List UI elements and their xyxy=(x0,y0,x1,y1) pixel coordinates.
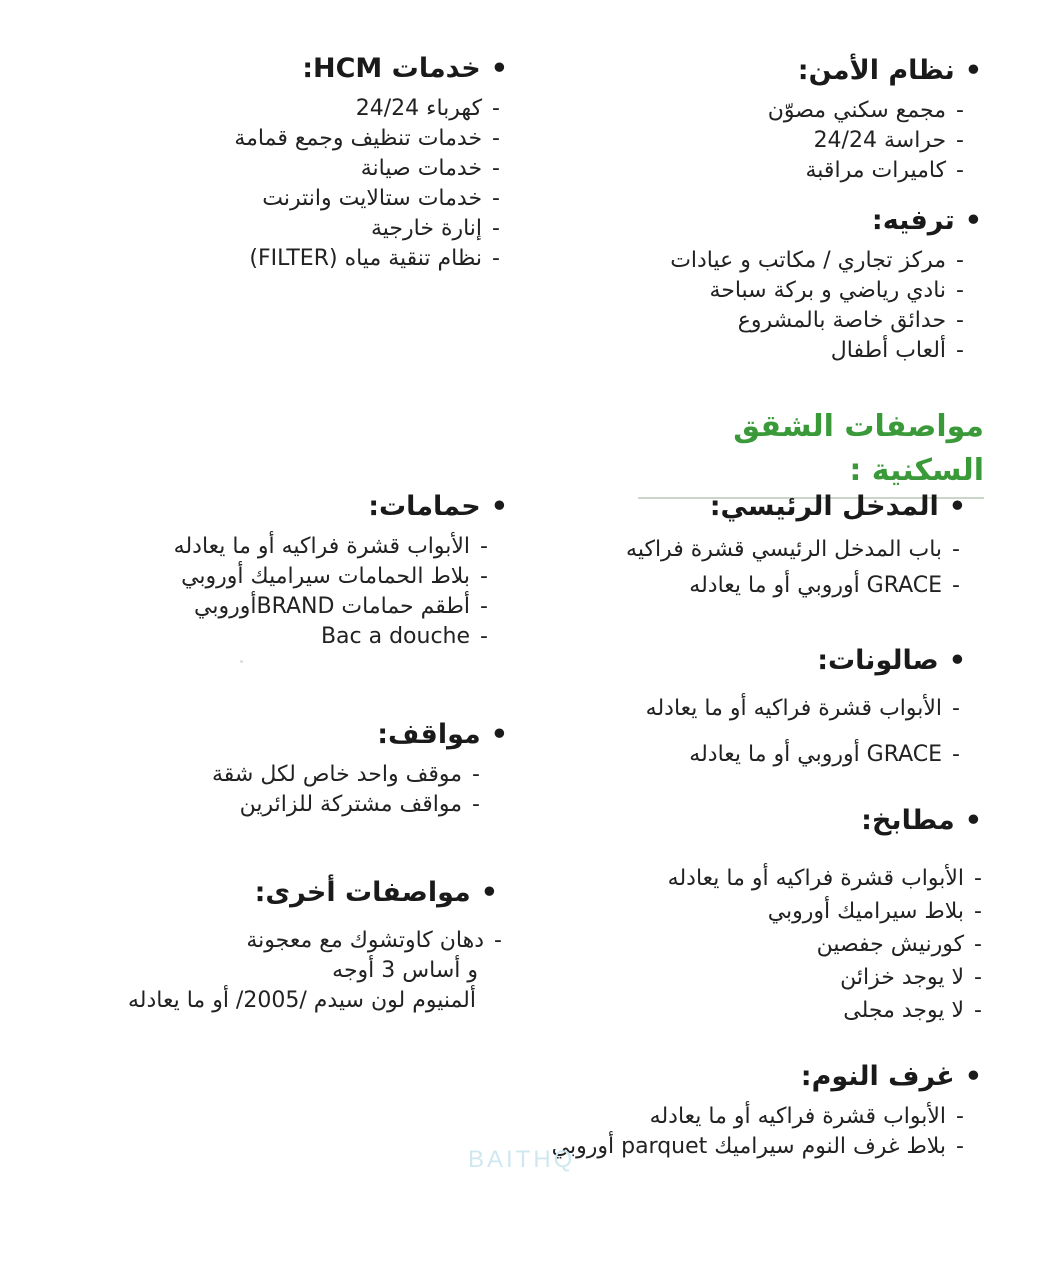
security-heading: نظام الأمن: xyxy=(797,55,955,86)
salons-heading: صالونات: xyxy=(817,645,939,676)
leisure-section xyxy=(670,204,982,366)
entrance-heading: المدخل الرئيسي: xyxy=(709,491,939,522)
list-item: -كاميرات مراقبة xyxy=(805,158,964,183)
list-item: -نظام تنقية مياه (FILTER) xyxy=(249,246,500,271)
bedrooms-heading: غرف النوم: xyxy=(800,1061,955,1092)
list-item: -باب المدخل الرئيسي قشرة فراكيه xyxy=(626,537,960,562)
list-item: -GRACE أوروبي أو ما يعادله xyxy=(689,573,960,598)
bullet-icon: • xyxy=(964,805,982,836)
bullet-icon: • xyxy=(490,53,508,84)
parking-section xyxy=(212,718,508,820)
list-item: ألمنيوم لون سيدم /2005/ أو ما يعادله xyxy=(127,988,476,1013)
list-item: و أساس 3 أوجه xyxy=(332,958,478,983)
list-item: -لا يوجد مجلى xyxy=(843,998,982,1023)
list-item: -خدمات تنظيف وجمع قمامة xyxy=(234,126,500,151)
list-item: -Bac a douche xyxy=(320,624,488,649)
bullet-icon: • xyxy=(490,719,508,750)
list-item: -مركز تجاري / مكاتب و عيادات xyxy=(670,248,964,273)
bathrooms-heading: حمامات: xyxy=(368,491,481,522)
list-item: -بلاط الحمامات سيراميك أوروبي xyxy=(181,564,488,589)
list-item: -مواقف مشتركة للزائرين xyxy=(239,792,480,817)
salons-section xyxy=(646,644,966,778)
list-item: -كورنيش جفصين xyxy=(816,932,982,957)
bullet-icon: • xyxy=(964,55,982,86)
security-section xyxy=(768,54,982,186)
list-item: -GRACE أوروبي أو ما يعادله xyxy=(689,742,960,767)
bullet-icon: • xyxy=(948,645,966,676)
bathrooms-section xyxy=(174,490,508,652)
bullet-icon: • xyxy=(948,491,966,522)
list-item: -حدائق خاصة بالمشروع xyxy=(737,308,964,333)
list-item: -خدمات ستالايت وانترنت xyxy=(262,186,500,211)
bullet-icon: • xyxy=(964,1061,982,1092)
leisure-heading: ترفيه: xyxy=(871,205,955,236)
list-item: -بلاط سيراميك أوروبي xyxy=(767,899,982,924)
entrance-section xyxy=(626,490,966,604)
list-item: -نادي رياضي و بركة سباحة xyxy=(709,278,964,303)
speck xyxy=(240,660,243,663)
section-title: مواصفات الشقق السكنية : xyxy=(638,405,984,499)
list-item: -بلاط غرف النوم سيراميك parquet أوروبي xyxy=(551,1134,964,1159)
watermark: BAITHQ xyxy=(468,1146,576,1173)
hcm-heading: خدمات HCM: xyxy=(302,53,481,84)
list-item: -لا يوجد خزائن xyxy=(840,965,982,990)
kitchens-section xyxy=(668,804,982,1027)
list-item: -كهرباء 24/24 xyxy=(355,96,500,121)
list-item: -إنارة خارجية xyxy=(371,216,500,241)
list-item: -الأبواب قشرة فراكيه أو ما يعادله xyxy=(667,866,982,891)
bullet-icon: • xyxy=(964,205,982,236)
bedrooms-section xyxy=(552,1060,982,1162)
kitchens-heading: مطابخ: xyxy=(861,805,955,836)
list-item: -الأبواب قشرة فراكيه أو ما يعادله xyxy=(173,534,488,559)
list-item: -ألعاب أطفال xyxy=(830,338,964,363)
list-item: -الأبواب قشرة فراكيه أو ما يعادله xyxy=(645,696,960,721)
list-item: -خدمات صيانة xyxy=(360,156,500,181)
bullet-icon: • xyxy=(490,491,508,522)
bullet-icon: • xyxy=(480,877,498,908)
other-lines xyxy=(128,926,502,1016)
other-heading: مواصفات أخرى: xyxy=(254,877,471,908)
other-section xyxy=(255,876,498,918)
parking-heading: مواقف: xyxy=(377,719,481,750)
hcm-section xyxy=(234,52,508,274)
list-item: -دهان كاوتشوك مع معجونة xyxy=(246,928,502,953)
list-item: -موقف واحد خاص لكل شقة xyxy=(211,762,480,787)
list-item: -الأبواب قشرة فراكيه أو ما يعادله xyxy=(649,1104,964,1129)
list-item: -مجمع سكني مصوّن xyxy=(767,98,964,123)
list-item: -أطقم حمامات BRANDأوروبي xyxy=(194,594,488,619)
list-item: -حراسة 24/24 xyxy=(813,128,964,153)
